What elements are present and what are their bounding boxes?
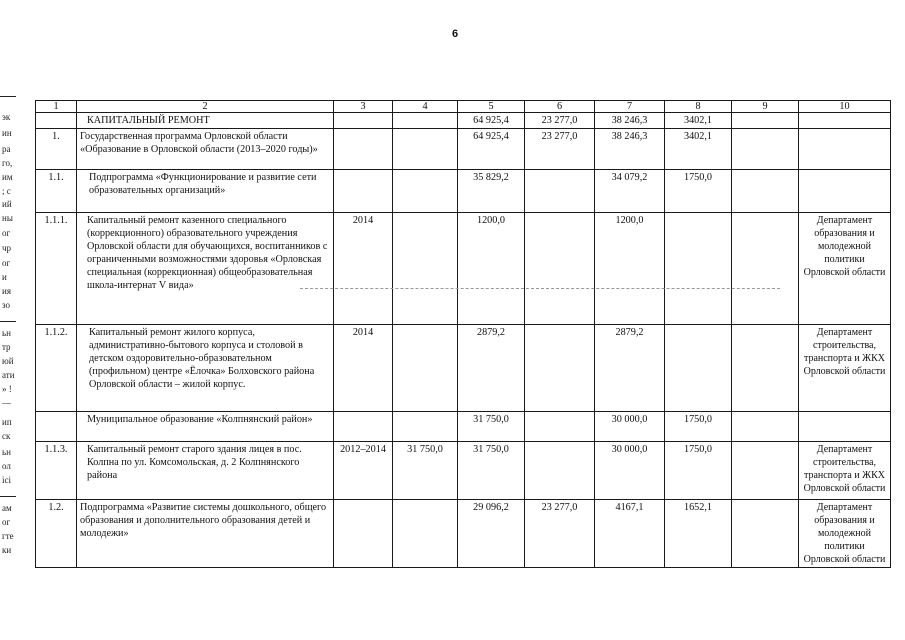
- row-title: Подпрограмма «Функционирование и развитие сети образовательных организаций»: [77, 170, 334, 213]
- local-cell: 1750,0: [665, 412, 732, 442]
- total-cell: 64 925,4: [458, 113, 525, 129]
- column-header: 9: [732, 101, 799, 113]
- federal-cell: 23 277,0: [525, 129, 595, 170]
- column-header: 10: [799, 101, 891, 113]
- federal-cell: [525, 325, 595, 412]
- margin-rule: [0, 96, 16, 97]
- other-cell: [732, 500, 799, 568]
- total-cell: 1200,0: [458, 213, 525, 325]
- regional-cell: 34 079,2: [595, 170, 665, 213]
- year-cell: [334, 129, 393, 170]
- year-cell: 2014: [334, 213, 393, 325]
- table-row: [36, 170, 891, 213]
- year-cell: [334, 113, 393, 129]
- regional-cell: 1200,0: [595, 213, 665, 325]
- cost-cell: [393, 213, 458, 325]
- cost-cell: [393, 325, 458, 412]
- page-number: 6: [451, 28, 459, 40]
- federal-cell: 23 277,0: [525, 113, 595, 129]
- row-number: 1.1.: [36, 170, 77, 213]
- margin-fragment: ам: [2, 503, 12, 513]
- responsible-cell: Департамент образования и молодежной политики Орловской области: [799, 500, 891, 568]
- responsible-cell: Департамент строительства, транспорта и ЖКХ Орловской области: [799, 325, 891, 412]
- margin-fragment: ны: [2, 213, 13, 223]
- row-number: [36, 412, 77, 442]
- table-row: [36, 325, 891, 412]
- margin-fragment: ьн: [2, 447, 11, 457]
- margin-fragment: зо: [2, 300, 11, 310]
- cost-cell: [393, 170, 458, 213]
- row-number: 1.1.3.: [36, 442, 77, 500]
- regional-cell: 30 000,0: [595, 412, 665, 442]
- margin-rule: [0, 321, 16, 322]
- total-cell: 31 750,0: [458, 412, 525, 442]
- responsible-cell: [799, 412, 891, 442]
- margin-fragment: ; с: [2, 186, 11, 196]
- responsible-cell: [799, 170, 891, 213]
- year-cell: [334, 170, 393, 213]
- margin-fragment: ск: [2, 431, 11, 441]
- margin-fragment: гте: [2, 531, 14, 541]
- column-header: 8: [665, 101, 732, 113]
- row-number: 1.1.1.: [36, 213, 77, 325]
- cost-cell: [393, 412, 458, 442]
- capital-repair-table: [35, 100, 891, 568]
- margin-fragment: ки: [2, 545, 12, 555]
- margin-fragment: эк: [2, 112, 11, 122]
- margin-fragment: ог: [2, 228, 11, 238]
- table-row: [36, 500, 891, 568]
- margin-fragment: » !: [2, 384, 12, 394]
- margin-fragment: ьн: [2, 328, 11, 338]
- margin-fragment: —: [2, 398, 11, 408]
- table-row-municipality: [36, 412, 891, 442]
- margin-fragment: ог: [2, 517, 11, 527]
- responsible-cell: [799, 113, 891, 129]
- margin-fragment: ати: [2, 370, 15, 380]
- row-number: 1.2.: [36, 500, 77, 568]
- margin-fragment: им: [2, 172, 13, 182]
- federal-cell: [525, 442, 595, 500]
- margin-fragment: ол: [2, 461, 11, 471]
- column-numbers-row: [36, 101, 891, 113]
- year-cell: [334, 500, 393, 568]
- cost-cell: [393, 113, 458, 129]
- margin-fragment: юй: [2, 356, 14, 366]
- local-cell: 1652,1: [665, 500, 732, 568]
- responsible-cell: [799, 129, 891, 170]
- local-cell: 3402,1: [665, 129, 732, 170]
- column-header: 1: [36, 101, 77, 113]
- column-header: 6: [525, 101, 595, 113]
- margin-fragment: тр: [2, 342, 11, 352]
- row-title: Капитальный ремонт жилого корпуса, административно-бытового корпуса и столовой в детском оздоровительно-образовательном (профильном) центре «Ёлочка» Болховского района Орловской области – жилой корпус.: [77, 325, 334, 412]
- row-title: Муниципальное образование «Колпнянский район»: [77, 412, 334, 442]
- row-title: КАПИТАЛЬНЫЙ РЕМОНТ: [77, 113, 334, 129]
- federal-cell: [525, 170, 595, 213]
- local-cell: 1750,0: [665, 442, 732, 500]
- other-cell: [732, 170, 799, 213]
- regional-cell: 2879,2: [595, 325, 665, 412]
- row-number: 1.1.2.: [36, 325, 77, 412]
- responsible-cell: Департамент образования и молодежной политики Орловской области: [799, 213, 891, 325]
- total-cell: 64 925,4: [458, 129, 525, 170]
- other-cell: [732, 412, 799, 442]
- row-title: Государственная программа Орловской области «Образование в Орловской области (2013–2020 годы)»: [77, 129, 334, 170]
- row-number: 1.: [36, 129, 77, 170]
- regional-cell: 30 000,0: [595, 442, 665, 500]
- column-header: 4: [393, 101, 458, 113]
- year-cell: 2014: [334, 325, 393, 412]
- year-cell: 2012–2014: [334, 442, 393, 500]
- responsible-cell: Департамент строительства, транспорта и ЖКХ Орловской области: [799, 442, 891, 500]
- scan-artifact-dashed-line: [300, 288, 780, 289]
- federal-cell: 23 277,0: [525, 500, 595, 568]
- column-header: 5: [458, 101, 525, 113]
- local-cell: 1750,0: [665, 170, 732, 213]
- table-row: [36, 213, 891, 325]
- federal-cell: [525, 213, 595, 325]
- margin-fragment: ра: [2, 144, 11, 154]
- other-cell: [732, 129, 799, 170]
- margin-fragment: ип: [2, 417, 12, 427]
- margin-fragment: чр: [2, 243, 12, 253]
- local-cell: [665, 213, 732, 325]
- margin-fragment: ия: [2, 286, 11, 296]
- row-number: [36, 113, 77, 129]
- margin-fragment: ог: [2, 258, 11, 268]
- margin-rule: [0, 496, 16, 497]
- other-cell: [732, 213, 799, 325]
- margin-fragment: и: [2, 272, 7, 282]
- table-row-total: [36, 113, 891, 129]
- table-row: [36, 129, 891, 170]
- year-cell: [334, 412, 393, 442]
- row-title: Капитальный ремонт старого здания лицея в пос. Колпна по ул. Комсомольская, д. 2 Колпнянского района: [77, 442, 334, 500]
- regional-cell: 4167,1: [595, 500, 665, 568]
- left-margin-fragments: [0, 0, 22, 640]
- column-header: 3: [334, 101, 393, 113]
- cost-cell: 31 750,0: [393, 442, 458, 500]
- regional-cell: 38 246,3: [595, 129, 665, 170]
- margin-fragment: го,: [2, 158, 13, 168]
- margin-fragment: ий: [2, 199, 12, 209]
- other-cell: [732, 325, 799, 412]
- regional-cell: 38 246,3: [595, 113, 665, 129]
- row-title: Подпрограмма «Развитие системы дошкольного, общего образования и дополнительного образования детей и молодежи»: [77, 500, 334, 568]
- total-cell: 2879,2: [458, 325, 525, 412]
- table-row: [36, 442, 891, 500]
- other-cell: [732, 113, 799, 129]
- total-cell: 35 829,2: [458, 170, 525, 213]
- federal-cell: [525, 412, 595, 442]
- margin-fragment: ісі: [2, 475, 11, 485]
- local-cell: [665, 325, 732, 412]
- total-cell: 31 750,0: [458, 442, 525, 500]
- cost-cell: [393, 500, 458, 568]
- row-title: Капитальный ремонт казенного специального (коррекционного) образовательного учреждения Орловской области для обучающихся, воспитанников с ограниченными возможностями здоровья «Орловская специальная (коррекционная) общеобразовательная школа-интернат V вида»: [77, 213, 334, 325]
- total-cell: 29 096,2: [458, 500, 525, 568]
- cost-cell: [393, 129, 458, 170]
- local-cell: 3402,1: [665, 113, 732, 129]
- margin-fragment: ин: [2, 128, 12, 138]
- column-header: 7: [595, 101, 665, 113]
- column-header: 2: [77, 101, 334, 113]
- other-cell: [732, 442, 799, 500]
